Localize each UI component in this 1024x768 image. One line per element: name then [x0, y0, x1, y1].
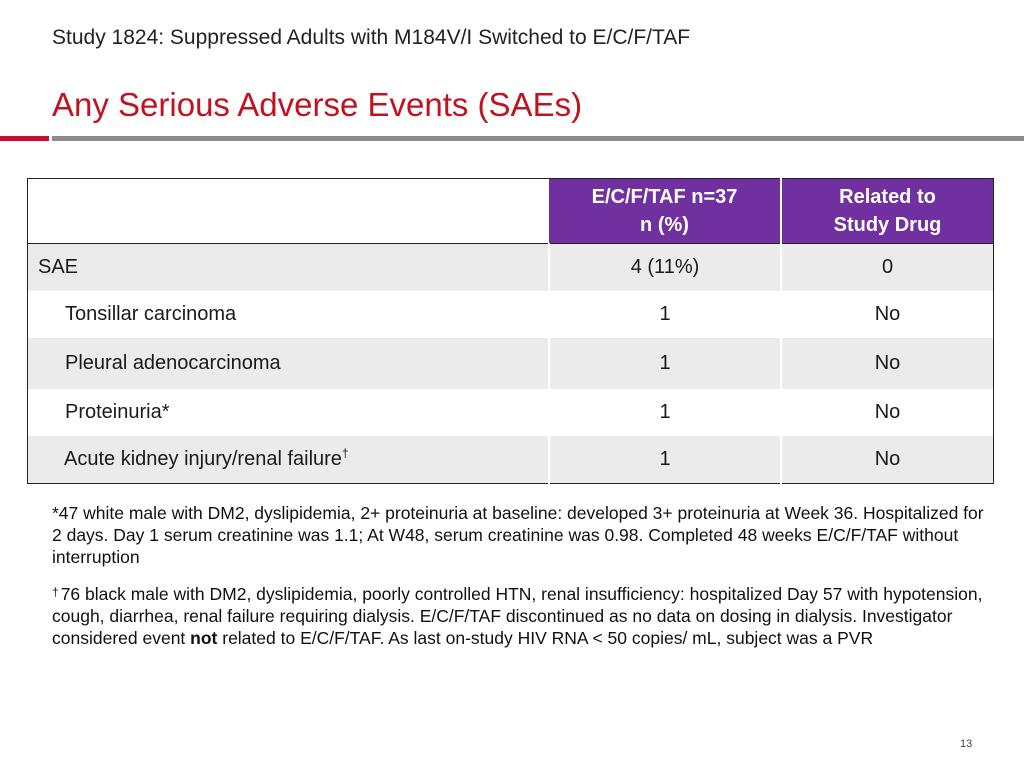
- row-value: 1: [549, 389, 781, 436]
- column-header-related: [781, 179, 994, 244]
- row-related: No: [781, 338, 994, 389]
- row-label: SAE: [28, 244, 550, 292]
- row-related: No: [781, 436, 994, 484]
- footnote-renal-failure: [52, 583, 992, 649]
- row-value: 1: [549, 338, 781, 389]
- footnote-proteinuria: *47 white male with DM2, dyslipidemia, 2+ proteinuria at baseline: developed 3+ proteinuria at Week 36. Hospitalized for 2 days. Day 1 serum creatinine was 1.1; At W48, serum creatinine was 0.98. Completed 48 weeks E/C/F/TAF without interruption: [52, 503, 984, 567]
- row-label: Proteinuria*: [28, 389, 550, 436]
- title-rule: [52, 136, 1024, 141]
- page-number: 13: [960, 738, 973, 750]
- table-row: [28, 389, 994, 436]
- row-label-cell: [28, 436, 550, 484]
- row-value: 1: [549, 291, 781, 338]
- footnote-text-part2: related to E/C/F/TAF. As last on-study HIV RNA < 50 copies/ mL, subject was a PVR: [217, 628, 874, 648]
- column-header-related-line1: Related to: [839, 186, 936, 208]
- table-row: [28, 291, 994, 338]
- row-related: 0: [781, 244, 994, 292]
- column-header-related-line2: Study Drug: [833, 214, 942, 236]
- table-row: [28, 244, 994, 292]
- slide-subtitle: Study 1824: Suppressed Adults with M184V/I Switched to E/C/F/TAF: [52, 26, 691, 49]
- dagger-mark: †: [341, 446, 349, 460]
- row-value: 1: [549, 436, 781, 484]
- table-row: [28, 436, 994, 484]
- slide-title: Any Serious Adverse Events (SAEs): [52, 86, 583, 123]
- row-label: Acute kidney injury/renal failure: [64, 448, 342, 470]
- row-value: 4 (11%): [549, 244, 781, 292]
- footnote-emphasis: not: [190, 628, 218, 648]
- row-label: Tonsillar carcinoma: [28, 291, 550, 338]
- table-header-row: [28, 179, 994, 244]
- title-rule-accent: [0, 136, 49, 141]
- column-header-ecftaf-line1: E/C/F/TAF n=37: [591, 186, 738, 208]
- footnote-dagger: †: [52, 585, 59, 599]
- row-related: No: [781, 291, 994, 338]
- table-header-blank: [28, 179, 550, 244]
- row-label: Pleural adenocarcinoma: [28, 338, 550, 389]
- footnote-text-part1: 76 black male with DM2, dyslipidemia, poorly controlled HTN, renal insufficiency: hospitalized Day 57 with hypotension, cough, diarrhea, renal failure requiring dialysis. E/C/F/TAF discontinued as no data on dosing in dialysis. Investigator considered event: [52, 584, 983, 648]
- column-header-ecftaf: [549, 179, 781, 244]
- row-related: No: [781, 389, 994, 436]
- column-header-ecftaf-line2: n (%): [640, 214, 689, 236]
- table-row: [28, 338, 994, 389]
- sae-table: [27, 178, 994, 484]
